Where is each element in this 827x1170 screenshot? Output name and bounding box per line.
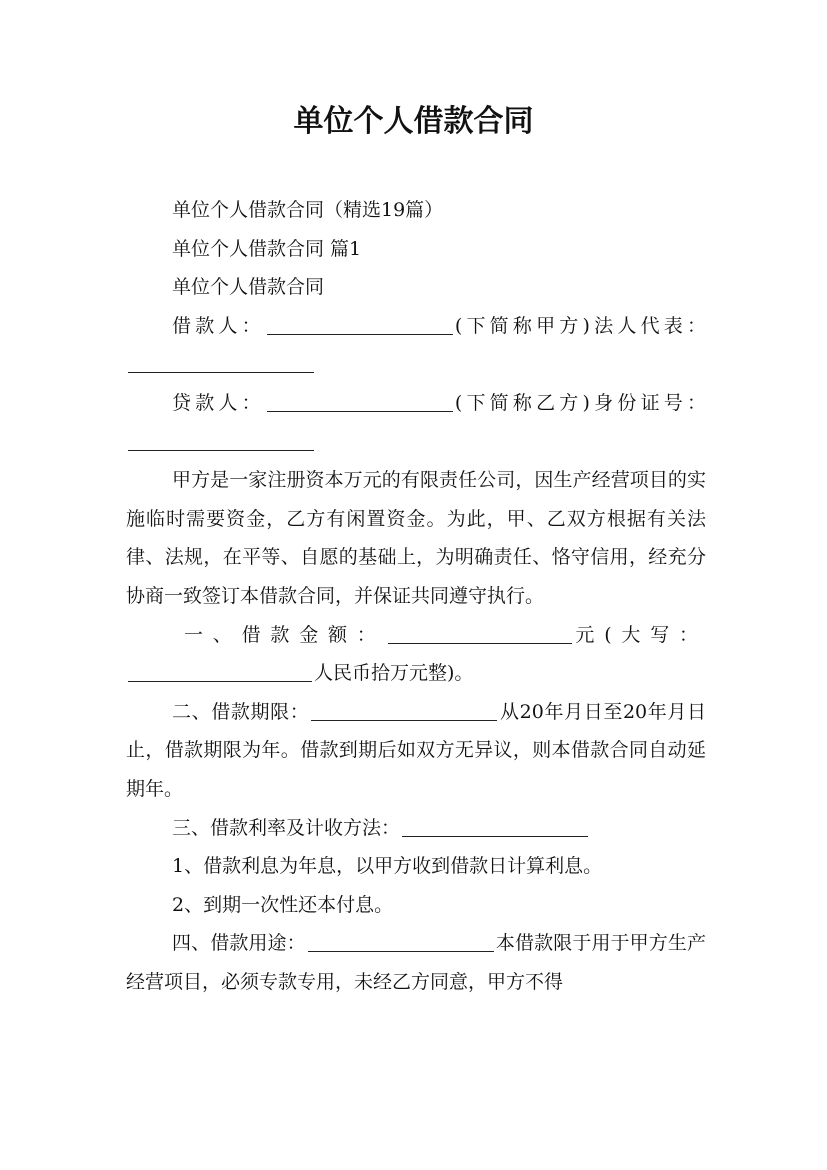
- part-heading: 单位个人借款合同 篇1: [172, 237, 362, 260]
- preamble-paragraph: 甲方是一家注册资本万元的有限责任公司，因生产经营项目的实施临时需要资金，乙方有闲置资金。为此，甲、乙双方根据有关法律、法规，在平等、自愿的基础上，为明确责任、恪守信用，经充分协商一致签订本借款合同，并保证共同遵守执行。: [126, 469, 706, 607]
- clause-2-label: 二、借款期限：: [172, 700, 310, 723]
- loan-purpose-blank: [308, 929, 494, 952]
- clause-3-label: 三、借款利率及计收方法：: [172, 816, 401, 839]
- clause-3-interest: [126, 809, 706, 848]
- legal-representative-blank: [128, 350, 314, 373]
- clause-1-mid: 元(大写：: [573, 623, 706, 646]
- borrower-label: 借款人：: [172, 314, 265, 337]
- borrower-name-blank: [267, 312, 453, 335]
- loan-amount-blank: [388, 621, 572, 644]
- contract-heading: 单位个人借款合同: [172, 276, 325, 299]
- clause-2-term: [126, 693, 706, 809]
- lender-label: 贷款人：: [172, 391, 265, 414]
- clause-4-label: 四、借款用途：: [172, 932, 306, 955]
- clause-4-text: 本借款限于用于甲方生产经营项目，必须专款专用，未经乙方同意，甲方不得: [126, 932, 706, 993]
- collection-subtitle: 单位个人借款合同（精选19篇）: [172, 199, 444, 221]
- lender-suffix: (下简称乙方)身份证号：: [454, 391, 706, 414]
- clause-4-purpose: [126, 924, 706, 1001]
- interest-method-blank: [402, 814, 588, 837]
- document-title: 单位个人借款合同: [293, 104, 534, 139]
- amount-uppercase-blank: [128, 659, 312, 682]
- clause-3-item-2: 2、到期一次性还本付息。: [172, 893, 394, 916]
- clause-3-item-1: 1、借款利息为年息，以甲方收到借款日计算利息。: [172, 855, 603, 878]
- document-body: [126, 191, 706, 1001]
- loan-term-blank: [311, 698, 497, 721]
- borrower-line: [126, 307, 706, 384]
- clause-1-label: 一、借款金额：: [184, 623, 386, 646]
- lender-line: [126, 384, 706, 461]
- clause-2-text: 从20年月日至20年月日止，借款期限为年。借款到期后如双方无异议，则本借款合同自动延期年。: [126, 700, 706, 800]
- clause-1-amount: [126, 616, 706, 693]
- id-number-blank: [128, 428, 314, 451]
- borrower-suffix: (下简称甲方)法人代表：: [454, 314, 706, 337]
- clause-1-end: 人民币拾万元整)。: [314, 662, 474, 685]
- lender-name-blank: [267, 389, 453, 412]
